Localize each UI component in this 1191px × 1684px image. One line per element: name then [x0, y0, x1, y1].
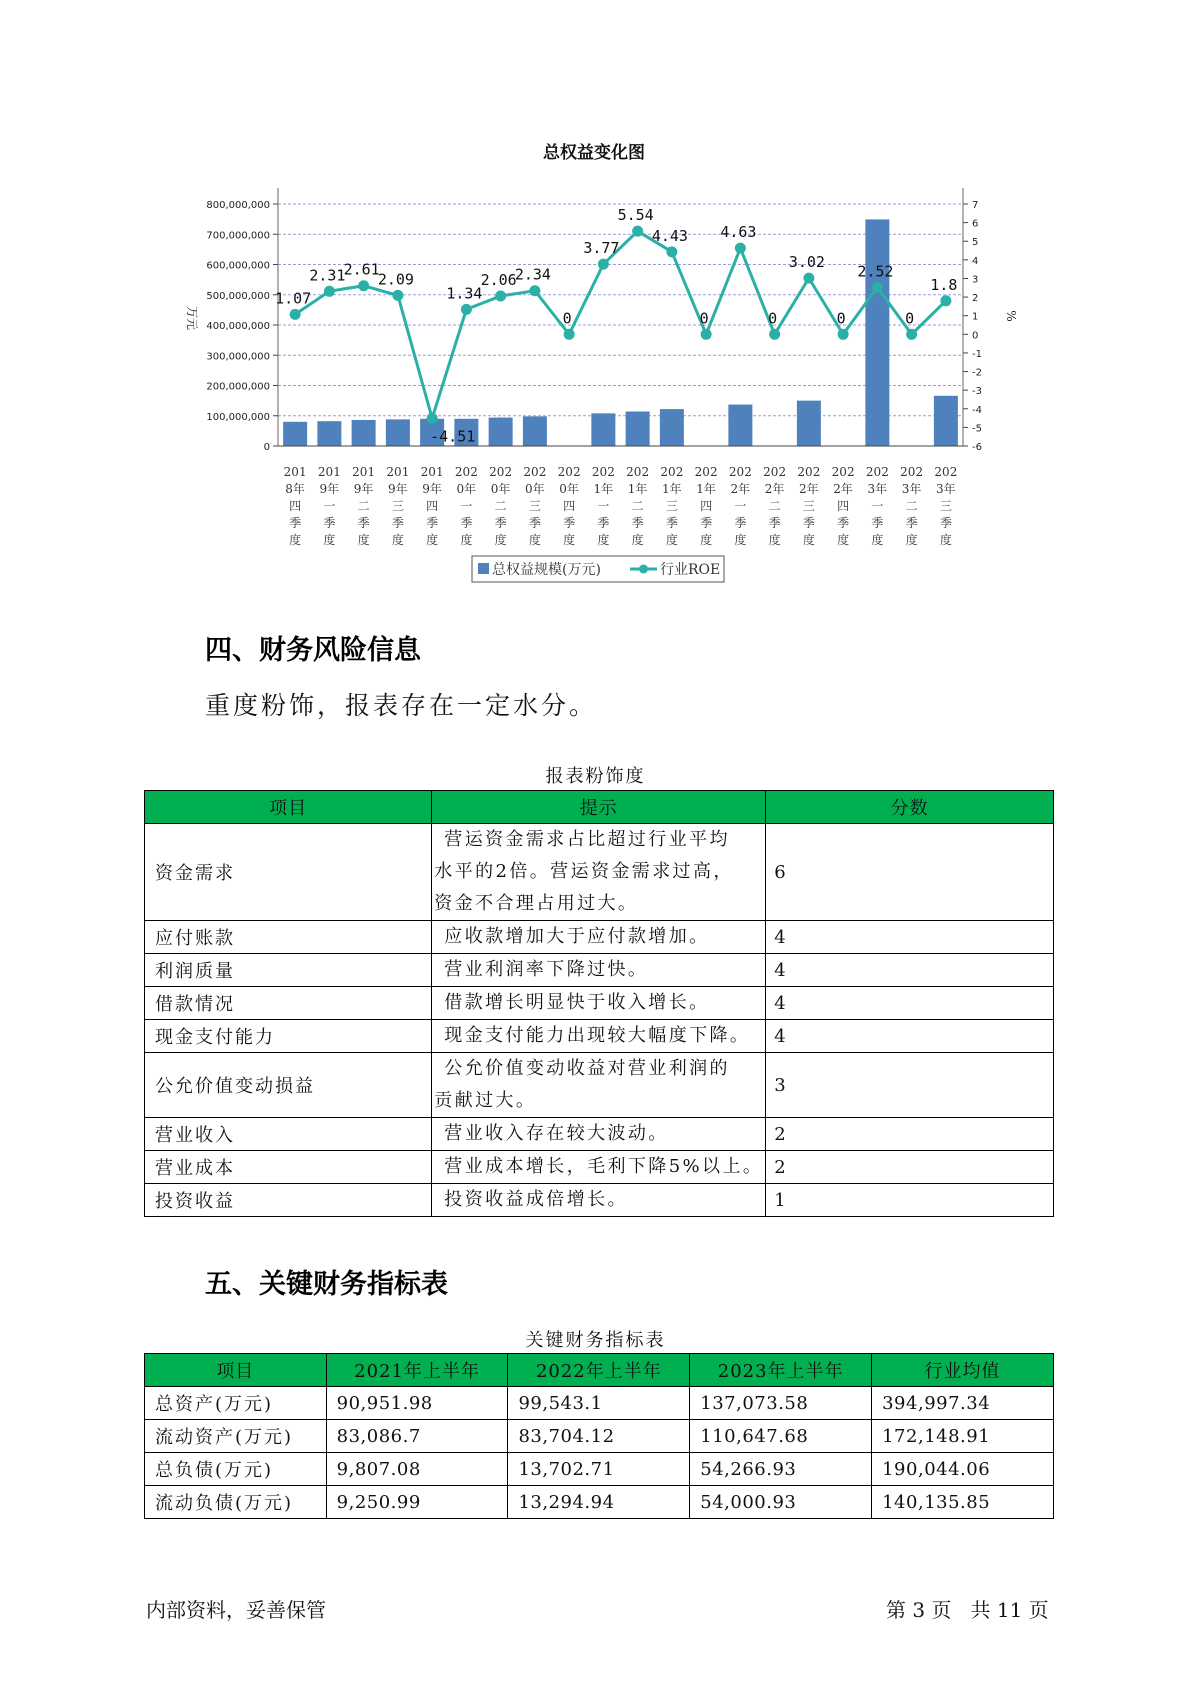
metrics-item-cell: 总负债(万元)	[145, 1453, 327, 1486]
x-tick-label: 201 9年四季度	[420, 465, 444, 547]
risk-table-row	[145, 921, 1054, 954]
metrics-value-cell: 9,250.99	[326, 1486, 508, 1519]
equity-chart	[0, 0, 1191, 600]
metrics-table	[144, 1353, 1054, 1519]
x-tick-label: 202 2年三季度	[797, 465, 821, 547]
right-tick-label: 7	[972, 200, 979, 211]
metrics-value-cell: 99,543.1	[508, 1387, 690, 1420]
risk-score-cell: 6	[766, 824, 1054, 921]
risk-tip-cell	[432, 1053, 766, 1118]
risk-table-row	[145, 987, 1054, 1020]
x-tick-label: 202 2年四季度	[831, 465, 855, 547]
roe-point	[803, 273, 814, 284]
x-tick-label: 202 3年二季度	[900, 465, 924, 547]
roe-data-label: 4.63	[720, 223, 757, 242]
roe-point	[906, 329, 917, 340]
risk-item-cell: 投资收益	[145, 1184, 432, 1217]
metrics-value-cell: 13,294.94	[508, 1486, 690, 1519]
right-tick-label: -2	[972, 367, 982, 379]
equity-bar	[317, 421, 341, 446]
risk-score-cell: 4	[766, 921, 1054, 954]
risk-table-row	[145, 1118, 1054, 1151]
x-tick-label: 201 8年四季度	[283, 465, 307, 547]
risk-table	[144, 790, 1054, 1217]
risk-table-row	[145, 1184, 1054, 1217]
legend-line-marker	[639, 565, 648, 574]
roe-data-label: 0	[699, 309, 709, 328]
right-tick-label: 5	[972, 237, 979, 249]
roe-point	[290, 309, 301, 320]
metrics-header-cell: 2021年上半年	[326, 1354, 508, 1387]
risk-tip-line: 投资收益成倍增长。	[444, 1189, 628, 1210]
equity-bar	[865, 219, 889, 446]
x-tick-label: 202 1年一季度	[591, 465, 615, 547]
equity-bar	[386, 419, 410, 446]
metrics-header-cell: 行业均值	[872, 1354, 1054, 1387]
y-axis-label: 万元	[185, 305, 199, 331]
roe-data-label: 3.77	[583, 239, 620, 258]
metrics-value-cell: 394,997.34	[872, 1387, 1054, 1420]
equity-bar	[797, 401, 821, 446]
metrics-value-cell: 110,647.68	[690, 1420, 872, 1453]
metrics-item-cell: 总资产(万元)	[145, 1387, 327, 1420]
risk-tip-line: 借款增长明显快于收入增长。	[444, 992, 710, 1013]
metrics-value-cell: 9,807.08	[326, 1453, 508, 1486]
roe-data-label: 4.43	[651, 226, 688, 245]
roe-data-label: 0	[768, 309, 778, 328]
metrics-value-cell: 83,086.7	[326, 1420, 508, 1453]
risk-table-caption: 报表粉饰度	[545, 766, 646, 787]
legend-bar-label: 总权益规模(万元)	[492, 562, 601, 578]
roe-point	[324, 286, 335, 297]
left-tick-label: 0	[263, 442, 270, 453]
risk-score-cell: 4	[766, 1020, 1054, 1053]
legend-bar-swatch	[478, 563, 489, 574]
risk-tip-line: 营业成本增长，毛利下降5%以上。	[444, 1156, 764, 1177]
roe-point	[735, 243, 746, 254]
risk-tip-cell	[432, 987, 766, 1020]
chart-title: 总权益变化图	[543, 143, 645, 163]
risk-table-row	[145, 1053, 1054, 1118]
roe-data-label: 0	[562, 309, 572, 328]
equity-bar	[934, 396, 958, 446]
equity-bar	[728, 405, 752, 446]
metrics-header-cell: 项目	[145, 1354, 327, 1387]
metrics-table-row	[145, 1453, 1054, 1486]
risk-table-row	[145, 824, 1054, 921]
metrics-value-cell: 83,704.12	[508, 1420, 690, 1453]
x-tick-label: 201 9年二季度	[352, 465, 376, 547]
left-tick-label: 500,000,000	[206, 290, 270, 302]
equity-bar	[660, 409, 684, 446]
risk-score-cell: 1	[766, 1184, 1054, 1217]
risk-item-cell: 应付账款	[145, 921, 432, 954]
roe-point	[666, 246, 677, 257]
right-tick-label: -4	[972, 404, 982, 416]
x-tick-label: 202 3年三季度	[934, 465, 958, 547]
x-tick-label: 202 1年三季度	[660, 465, 684, 547]
metrics-table-row	[145, 1420, 1054, 1453]
metrics-table-row	[145, 1387, 1054, 1420]
roe-data-label: 0	[836, 309, 846, 328]
risk-table-row	[145, 1020, 1054, 1053]
left-tick-label: 800,000,000	[206, 200, 270, 211]
metrics-value-cell: 54,000.93	[690, 1486, 872, 1519]
metrics-value-cell: 54,266.93	[690, 1453, 872, 1486]
right-tick-label: -5	[972, 423, 982, 435]
roe-data-label: 2.34	[514, 265, 551, 284]
risk-tip-line: 贡献过大。	[434, 1090, 537, 1111]
roe-point	[461, 304, 472, 315]
right-tick-label: 2	[972, 293, 979, 305]
risk-tip-cell	[432, 954, 766, 987]
roe-point	[872, 282, 883, 293]
risk-tip-line: 资金不合理占用过大。	[434, 893, 639, 914]
metrics-value-cell: 90,951.98	[326, 1387, 508, 1420]
metrics-header-cell: 2022年上半年	[508, 1354, 690, 1387]
risk-item-cell: 利润质量	[145, 954, 432, 987]
roe-point	[701, 329, 712, 340]
right-tick-label: 1	[972, 311, 979, 323]
roe-data-label: 0	[905, 309, 915, 328]
x-tick-label: 202 0年一季度	[454, 465, 478, 547]
metrics-value-cell: 172,148.91	[872, 1420, 1054, 1453]
x-tick-label: 202 0年四季度	[557, 465, 581, 547]
risk-header-tip: 提示	[432, 791, 766, 824]
roe-data-label: 2.52	[857, 262, 894, 281]
risk-tip-line: 现金支付能力出现较大幅度下降。	[444, 1025, 751, 1046]
risk-tip-line: 水平的2倍。营运资金需求过高，	[434, 861, 734, 882]
equity-bar	[489, 418, 513, 446]
left-tick-label: 400,000,000	[206, 321, 270, 332]
x-tick-label: 202 0年二季度	[489, 465, 513, 547]
legend-line-label: 行业ROE	[660, 562, 721, 578]
x-tick-label: 202 0年三季度	[523, 465, 547, 547]
right-tick-label: 4	[972, 255, 979, 267]
risk-header-score: 分数	[766, 791, 1054, 824]
left-tick-label: 100,000,000	[206, 411, 270, 423]
risk-header-item: 项目	[145, 791, 432, 824]
risk-tip-cell	[432, 1151, 766, 1184]
left-tick-label: 600,000,000	[206, 260, 270, 272]
risk-item-cell: 借款情况	[145, 987, 432, 1020]
risk-score-cell: 3	[766, 1053, 1054, 1118]
risk-tip-line: 营业利润率下降过快。	[444, 959, 649, 980]
roe-data-label: 1.34	[446, 284, 483, 303]
right-tick-label: -1	[972, 348, 982, 360]
risk-tip-line: 营业收入存在较大波动。	[444, 1123, 669, 1144]
roe-point	[529, 285, 540, 296]
risk-item-cell: 现金支付能力	[145, 1020, 432, 1053]
risk-tip-line: 公允价值变动收益对营业利润的	[444, 1058, 730, 1079]
metrics-value-cell: 190,044.06	[872, 1453, 1054, 1486]
roe-data-label: 5.54	[617, 206, 654, 225]
roe-point	[427, 413, 438, 424]
roe-point	[495, 290, 506, 301]
roe-point	[392, 290, 403, 301]
equity-bar	[523, 416, 547, 446]
section5-heading: 五、关键财务指标表	[205, 1269, 448, 1300]
x-tick-label: 202 1年四季度	[694, 465, 718, 547]
roe-point	[598, 259, 609, 270]
metrics-table-row	[145, 1486, 1054, 1519]
right-tick-label: -3	[972, 386, 982, 398]
roe-data-label: 2.09	[377, 270, 414, 289]
risk-score-cell: 4	[766, 987, 1054, 1020]
risk-score-cell: 2	[766, 1151, 1054, 1184]
risk-item-cell: 营业收入	[145, 1118, 432, 1151]
roe-point	[940, 295, 951, 306]
x-tick-label: 202 2年二季度	[763, 465, 787, 547]
footer-page-number: 第 3 页 共 11 页	[886, 1598, 1049, 1622]
metrics-value-cell: 13,702.71	[508, 1453, 690, 1486]
metrics-table-caption: 关键财务指标表	[525, 1330, 666, 1351]
right-tick-label: 0	[972, 330, 979, 342]
x-tick-label: 201 9年一季度	[317, 465, 341, 547]
roe-point	[838, 329, 849, 340]
left-tick-label: 200,000,000	[206, 381, 270, 393]
roe-data-label: 3.02	[788, 253, 825, 272]
chart-legend	[472, 556, 724, 582]
metrics-item-cell: 流动负债(万元)	[145, 1486, 327, 1519]
risk-tip-cell	[432, 824, 766, 921]
roe-data-label: 2.31	[309, 266, 346, 285]
risk-tip-cell	[432, 921, 766, 954]
footer-left: 内部资料，妥善保管	[146, 1598, 326, 1622]
right-tick-label: -6	[972, 442, 982, 453]
risk-tip-line: 营运资金需求占比超过行业平均	[444, 829, 730, 850]
risk-item-cell: 公允价值变动损益	[145, 1053, 432, 1118]
risk-tip-cell	[432, 1020, 766, 1053]
metrics-item-cell: 流动资产(万元)	[145, 1420, 327, 1453]
risk-item-cell: 资金需求	[145, 824, 432, 921]
risk-score-cell: 2	[766, 1118, 1054, 1151]
right-tick-label: 3	[972, 274, 979, 286]
x-tick-label: 202 3年一季度	[865, 465, 889, 547]
roe-point	[632, 226, 643, 237]
roe-point	[769, 329, 780, 340]
risk-tip-cell	[432, 1118, 766, 1151]
risk-tip-line: 应收款增加大于应付款增加。	[444, 926, 710, 947]
roe-data-label: 1.07	[275, 289, 312, 308]
equity-bar	[283, 422, 307, 446]
roe-data-label: 2.61	[343, 260, 380, 279]
equity-bar	[352, 420, 376, 446]
x-tick-label: 201 9年三季度	[386, 465, 410, 547]
equity-bar	[591, 413, 615, 446]
roe-data-label: 1.8	[930, 275, 958, 294]
risk-table-row	[145, 954, 1054, 987]
roe-data-label: 2.06	[480, 270, 517, 289]
risk-table-row	[145, 1151, 1054, 1184]
risk-summary: 重度粉饰，报表存在一定水分。	[205, 691, 598, 720]
risk-score-cell: 4	[766, 954, 1054, 987]
right-tick-label: 6	[972, 218, 979, 230]
equity-bar	[626, 412, 650, 446]
section4-heading: 四、财务风险信息	[205, 635, 421, 666]
risk-tip-cell	[432, 1184, 766, 1217]
x-tick-label: 202 1年二季度	[626, 465, 650, 547]
left-tick-label: 700,000,000	[206, 230, 270, 242]
metrics-header-cell: 2023年上半年	[690, 1354, 872, 1387]
roe-point	[564, 329, 575, 340]
risk-item-cell: 营业成本	[145, 1151, 432, 1184]
metrics-value-cell: 140,135.85	[872, 1486, 1054, 1519]
roe-point	[358, 280, 369, 291]
metrics-value-cell: 137,073.58	[690, 1387, 872, 1420]
left-tick-label: 300,000,000	[206, 351, 270, 363]
x-tick-label: 202 2年一季度	[728, 465, 752, 547]
roe-data-label: -4.51	[430, 427, 476, 446]
y2-axis-label: %	[1004, 310, 1018, 322]
